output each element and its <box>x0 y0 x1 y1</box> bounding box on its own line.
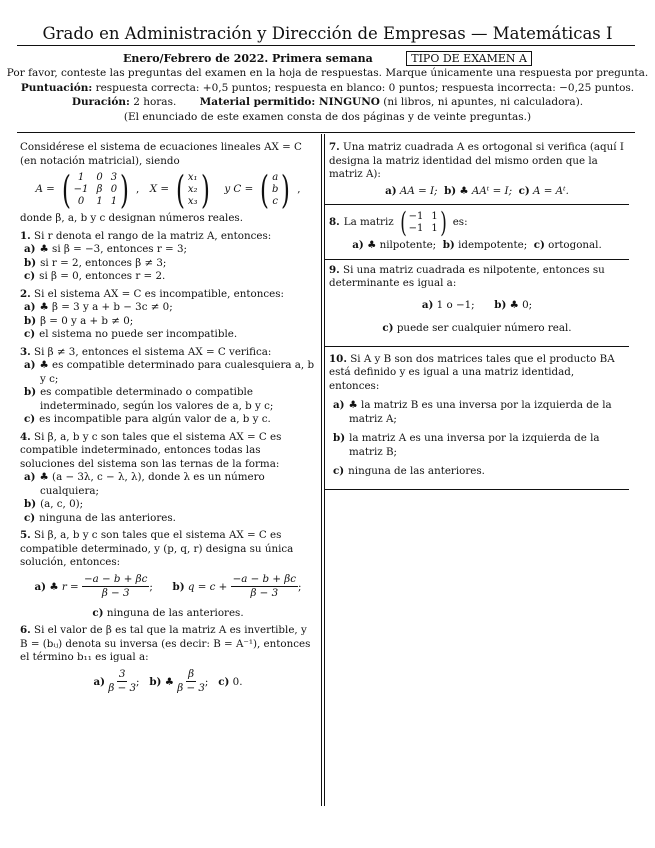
matrix-A: ( 1 0 3 −1 β 0 0 1 1 ) <box>61 168 129 212</box>
question-separator <box>325 346 629 347</box>
matrix-X: ( x₁ x₂ x₃ ) <box>175 168 210 212</box>
matrix-C-label: y C = <box>224 183 254 196</box>
fraction <box>108 668 136 696</box>
exam-title: Grado en Administración y Dirección de Empresas — Matemáticas I <box>42 24 613 43</box>
question-8 <box>329 206 625 239</box>
question-1 <box>20 230 316 244</box>
option-label: c) <box>24 511 36 524</box>
numerator: β <box>186 668 196 683</box>
option-text: q = c + <box>187 580 228 593</box>
q8-options <box>329 239 625 253</box>
option-label: b) <box>494 298 507 311</box>
exam-type-box: TIPO DE EXAMEN A <box>406 51 532 66</box>
fraction <box>231 573 298 601</box>
numerator: −a − b + βc <box>82 573 149 588</box>
option-label: b) <box>149 675 162 688</box>
option-text: ♣ <box>164 675 174 688</box>
option-label: c) <box>24 413 36 425</box>
answer-option[interactable] <box>218 676 242 688</box>
option-text: 1 o −1; <box>436 298 475 311</box>
option-text: ♣ r = <box>49 580 79 593</box>
matrix-C: ( a b c ) <box>260 168 291 212</box>
answer-option[interactable] <box>20 315 316 329</box>
question-text: Una matriz cuadrada A es ortogonal si verifica (aquí I designa la matriz identidad del mismo orden que la matriz A): <box>329 141 624 180</box>
option-label: a) <box>34 580 47 593</box>
question-number: 9. <box>329 263 340 276</box>
option-text: ♣ nilpotente; <box>367 239 437 251</box>
option-label: b) <box>24 314 37 327</box>
question-7 <box>329 141 625 182</box>
right-column <box>329 141 625 494</box>
denominator: β − 3 <box>101 587 130 599</box>
option-label: c) <box>24 270 36 282</box>
option-punct: ; <box>149 580 153 593</box>
option-label: b) <box>444 184 457 197</box>
question-6 <box>20 624 316 665</box>
option-label: a) <box>421 298 434 311</box>
option-text: la matriz A es una inversa por la izquierda de la matriz B; <box>349 432 600 458</box>
option-text: ♣ si β = −3, entonces r = 3; <box>39 243 187 255</box>
answer-option[interactable] <box>20 512 316 526</box>
option-text: β = 0 y a + b ≠ 0; <box>40 314 134 327</box>
option-text: ortogonal. <box>548 239 602 251</box>
scoring <box>0 82 655 94</box>
option-text: AA = I; <box>399 184 438 197</box>
answer-option[interactable] <box>20 301 316 315</box>
question-text: Si el valor de β es tal que la matriz A es invertible, y B = (bᵢⱼ) denota su inversa (es decir: B = A⁻¹), entonces el término b₁₁ es igual a: <box>20 624 311 663</box>
question-text: Si β ≠ 3, entonces el sistema AX = C verifica: <box>34 345 272 358</box>
answer-option[interactable] <box>534 239 602 251</box>
answer-option[interactable] <box>329 399 625 426</box>
option-text: A = Aᵗ. <box>533 184 569 197</box>
matrix-M: ( −1 1 −1 1 ) <box>399 206 447 239</box>
option-text: idempotente; <box>458 239 528 251</box>
answer-option[interactable] <box>20 328 316 342</box>
answer-option[interactable] <box>20 471 316 498</box>
question-10 <box>329 353 625 394</box>
question-number: 5. <box>20 529 31 541</box>
question-text: Si el sistema AX = C es incompatible, entonces: <box>34 287 284 300</box>
duration-text: 2 horas. <box>133 96 177 108</box>
question-number: 1. <box>20 229 31 242</box>
matrix-A-label: A = <box>35 183 55 196</box>
option-label: b) <box>172 580 185 593</box>
header-rule <box>17 132 635 133</box>
option-label: b) <box>442 239 455 251</box>
question-text: Si β, a, b y c son tales que el sistema AX = C es compatible indeterminado, entonces todas las soluciones del sistema son las ternas de la forma: <box>20 430 282 470</box>
option-text: ♣ AAᵗ = I; <box>459 184 513 197</box>
option-text: ♣ la matriz B es una inversa por la izquierda de la matriz A; <box>348 399 612 425</box>
option-text: puede ser cualquier número real. <box>396 322 572 334</box>
matrix-cell: 0 <box>110 184 118 195</box>
intro-text: Considérese el sistema de ecuaciones lineales AX = C (en notación matricial), siendo <box>20 141 302 167</box>
answer-option[interactable] <box>20 498 316 512</box>
option-text: si r = 2, entonces β ≠ 3; <box>40 256 167 269</box>
fraction <box>177 668 205 696</box>
option-label: c) <box>92 606 104 619</box>
question-text: Si β, a, b y c son tales que el sistema AX = C es compatible determinado, y (p, q, r) designa su única solución, entonces: <box>20 529 294 568</box>
matrix-cell: c <box>272 196 279 207</box>
option-text: ♣ 0; <box>509 298 533 311</box>
matrix-cell: 0 <box>96 172 103 183</box>
intro-where: donde β, a, b y c designan números reales. <box>20 212 243 224</box>
matrix-cell: 1 <box>96 196 103 207</box>
question-number: 4. <box>20 430 31 443</box>
option-text: es compatible determinado o compatible indeterminado, según los valores de a, b y c; <box>40 386 274 412</box>
question-text: Si A y B son dos matrices tales que el producto BA está definido y es igual a una matriz identidad, entonces: <box>329 352 615 392</box>
option-label: c) <box>333 465 345 477</box>
answer-option[interactable] <box>519 185 569 197</box>
option-label: c) <box>533 239 545 251</box>
option-text: ♣ es compatible determinado para cualesquiera a, b y c; <box>39 359 315 385</box>
question-9 <box>329 264 625 291</box>
denominator: β − 3 <box>108 682 137 694</box>
matrix-cell: −1 <box>408 223 424 234</box>
option-label: b) <box>24 498 37 510</box>
matrix-cell: 1 <box>431 211 438 222</box>
fraction <box>82 573 149 601</box>
option-label: a) <box>352 239 364 251</box>
matrix-cell: a <box>272 172 279 183</box>
exam-note: (El enunciado de este examen consta de dos páginas y de veinte preguntas.) <box>123 111 532 123</box>
matrix-cell: x₃ <box>187 196 198 207</box>
question-number: 3. <box>20 345 31 358</box>
answer-option[interactable] <box>494 299 532 311</box>
matrix-cell: 1 <box>110 196 118 207</box>
question-separator <box>325 204 629 205</box>
session-text: Enero/Febrero de 2022. Primera semana <box>123 52 373 65</box>
answer-option[interactable] <box>20 607 316 621</box>
question-4 <box>20 431 316 472</box>
option-label: c) <box>218 675 230 688</box>
column-divider-right <box>324 134 325 806</box>
matrix-cell: x₁ <box>187 172 198 183</box>
option-text: ninguna de las anteriores. <box>106 606 244 619</box>
q9-options <box>329 299 625 313</box>
question-text: Si una matriz cuadrada es nilpotente, entonces su determinante es igual a: <box>329 263 605 289</box>
instructions: Por favor, conteste las preguntas del examen en la hoja de respuestas. Marque únicamente una respuesta por pregunta. <box>6 67 649 79</box>
q7-options <box>329 185 625 199</box>
question-number: 2. <box>20 287 31 300</box>
answer-option[interactable] <box>444 185 512 197</box>
option-text: ♣ β = 3 y a + b − 3c ≠ 0; <box>39 301 173 313</box>
q5-options-ab <box>20 573 316 601</box>
question-separator <box>325 259 629 260</box>
answer-option[interactable] <box>385 185 437 197</box>
answer-option[interactable]: a) $\frac{3}{\beta - 3}$ ; <box>93 667 140 694</box>
answer-option[interactable]: b) ♣ $\frac{\beta}{\beta - 3}$ ; <box>149 667 209 694</box>
question-2 <box>20 288 316 302</box>
question-number: 10. <box>329 352 347 365</box>
option-punct: ; <box>298 580 302 593</box>
option-label: b) <box>24 256 37 269</box>
option-text: ♣ (a − 3λ, c − λ, λ), donde λ es un número cualquiera; <box>39 471 265 497</box>
answer-option[interactable] <box>20 270 316 284</box>
scoring-text: respuesta correcta: +0,5 puntos; respuesta en blanco: 0 puntos; respuesta incorrecta: −0,25 puntos. <box>95 82 635 94</box>
answer-option[interactable] <box>20 257 316 271</box>
question-number: 7. <box>329 141 340 153</box>
option-label: a) <box>333 399 345 411</box>
answer-option[interactable] <box>422 299 475 311</box>
numerator: 3 <box>117 668 128 683</box>
matrix-X-label: X = <box>149 183 170 196</box>
duration-label: Duración: <box>71 96 130 108</box>
matrices: A = ( 1 0 3 −1 β 0 0 1 1 ) , X = ( x₁ x₂ x₃ ) y C = ( a b c ) , <box>35 168 301 212</box>
answer-option[interactable] <box>20 243 316 257</box>
answer-option[interactable] <box>329 322 625 336</box>
option-text: ninguna de las anteriores. <box>348 465 485 477</box>
option-text: (a, c, 0); <box>40 498 84 510</box>
left-column <box>20 141 316 696</box>
matrix-cell: b <box>272 184 279 195</box>
option-label: a) <box>24 301 36 313</box>
option-label: a) <box>385 184 397 197</box>
answer-option[interactable] <box>329 465 625 479</box>
exam-session <box>0 51 655 66</box>
option-label: b) <box>24 386 37 398</box>
matrix-cell: −1 <box>408 211 424 222</box>
column-divider-left <box>321 134 322 806</box>
option-label: a) <box>24 471 36 483</box>
option-label: a) <box>24 243 36 255</box>
numerator: −a − b + βc <box>231 573 298 588</box>
denominator: β − 3 <box>250 587 279 599</box>
matrix-cell: −1 <box>73 184 89 195</box>
option-label: c) <box>24 328 36 340</box>
matrix-cell: 1 <box>77 172 85 183</box>
answer-option[interactable] <box>20 359 316 386</box>
matrix-cell: x₂ <box>187 184 198 195</box>
question-3 <box>20 346 316 360</box>
duration-material <box>0 96 655 108</box>
question-text-end: es: <box>452 216 468 229</box>
question-number: 8. <box>329 216 340 229</box>
q6-options <box>20 668 316 696</box>
option-label: b) <box>333 432 346 444</box>
question-5 <box>20 529 316 570</box>
denominator: β − 3 <box>177 682 205 694</box>
question-separator <box>325 489 629 490</box>
option-label: a) <box>93 675 106 688</box>
material-label: Material permitido: NINGUNO <box>199 96 380 108</box>
matrix-cell: 1 <box>431 223 438 234</box>
question-number: 6. <box>20 624 31 636</box>
material-text: (ni libros, ni apuntes, ni calculadora). <box>383 96 584 108</box>
scoring-label: Puntuación: <box>20 82 93 94</box>
matrix-cell: β <box>96 184 103 195</box>
option-text: 0. <box>232 675 243 688</box>
matrix-cell: 0 <box>77 196 85 207</box>
option-label: c) <box>518 184 530 197</box>
option-label: c) <box>382 322 394 334</box>
option-text: si β = 0, entonces r = 2. <box>39 270 166 282</box>
answer-option[interactable] <box>329 432 625 459</box>
option-label: a) <box>24 359 36 371</box>
answer-option[interactable] <box>20 386 316 413</box>
option-text: el sistema no puede ser incompatible. <box>39 328 238 340</box>
option-text: es incompatible para algún valor de a, b y c. <box>39 413 271 425</box>
option-text: ninguna de las anteriores. <box>39 511 176 524</box>
answer-option[interactable] <box>20 413 316 427</box>
title-rule <box>17 45 635 46</box>
answer-option[interactable] <box>443 239 527 251</box>
answer-option[interactable] <box>352 239 436 251</box>
matrix-cell: 3 <box>110 172 118 183</box>
question-text: Si r denota el rango de la matriz A, entonces: <box>34 229 272 242</box>
question-text: La matriz <box>343 216 394 229</box>
